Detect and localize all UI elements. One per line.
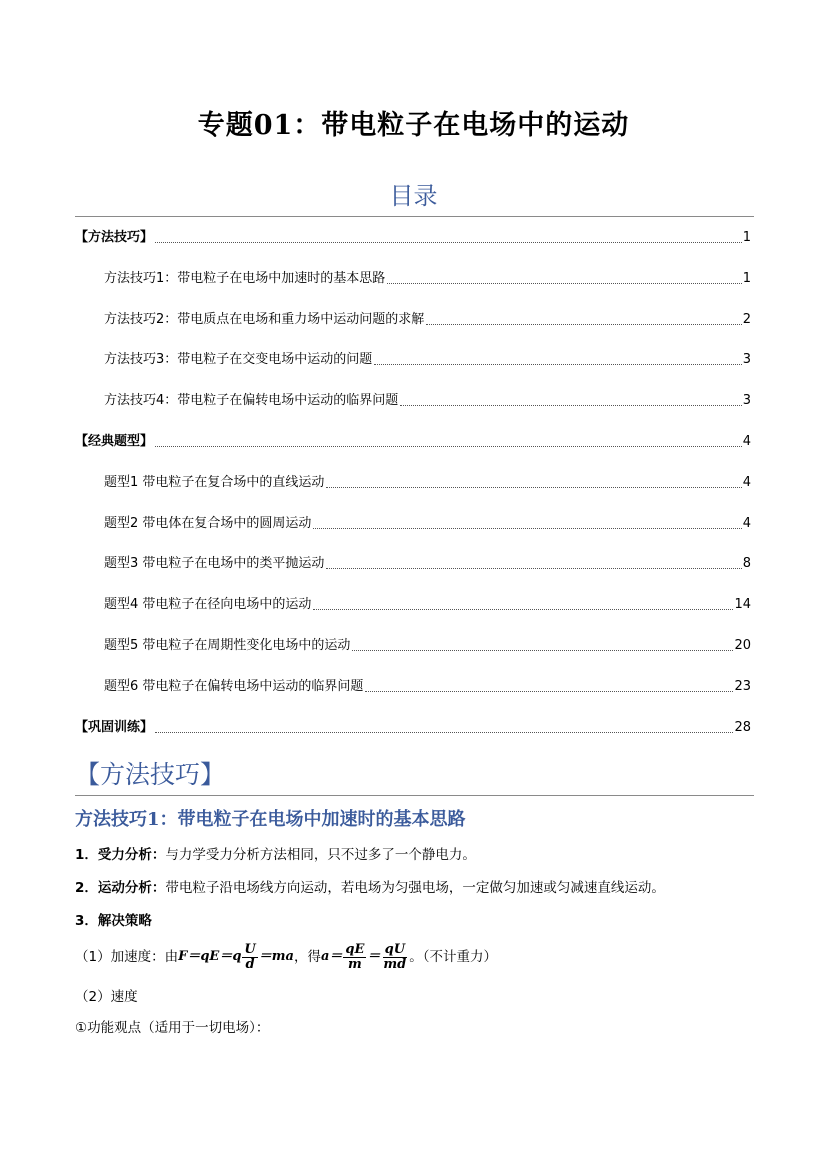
- toc-entry-label: 题型3 带电粒子在电场中的类平抛运动: [104, 556, 325, 571]
- toc-leader-dots: [155, 732, 733, 733]
- toc-entry-page: 1: [742, 271, 751, 286]
- toc-heading: 目录: [389, 182, 438, 210]
- toc-entry-page: 1: [742, 230, 751, 245]
- toc-entry-page: 4: [742, 475, 751, 490]
- toc-entry[interactable]: [104, 636, 751, 654]
- formula-term: F＝qE＝q: [178, 949, 242, 964]
- toc-entry-label: 方法技巧1：带电粒子在电场中加速时的基本思路: [104, 271, 386, 286]
- formula-acceleration: [321, 943, 409, 972]
- toc-top-divider: [75, 216, 754, 217]
- formula-term: ＝: [367, 949, 381, 964]
- toc-entry-page: 3: [742, 352, 751, 367]
- toc-entry-label: 题型1 带电粒子在复合场中的直线运动: [104, 475, 325, 490]
- toc-entry-page: 3: [742, 393, 751, 408]
- paragraph-force-analysis: [75, 846, 476, 864]
- toc-entry-page: 4: [742, 434, 751, 449]
- fraction-numerator: U: [244, 941, 256, 957]
- fraction-denominator: m: [348, 956, 362, 972]
- formula-prefix: （1）加速度：由: [75, 949, 179, 965]
- paragraph-text: 与力学受力分析方法相同，只不过多了一个静电力。: [165, 847, 476, 863]
- toc-entry[interactable]: [104, 677, 751, 695]
- toc-leader-dots: [313, 528, 741, 529]
- toc-leader-dots: [155, 446, 742, 447]
- paragraph-energy-view: ①功能观点（适用于一切电场）：: [75, 1020, 270, 1036]
- toc-entry[interactable]: [75, 432, 751, 450]
- paragraph-strategy: [75, 912, 152, 930]
- toc-leader-dots: [155, 242, 742, 243]
- toc-entry-label: 题型6 带电粒子在偏转电场中运动的临界问题: [104, 679, 364, 694]
- toc-entry[interactable]: [104, 391, 751, 409]
- paragraph-label: 3．解决策略: [75, 913, 152, 929]
- toc-leader-dots: [352, 650, 733, 651]
- toc-entry[interactable]: [104, 554, 751, 572]
- toc-entry-label: 【经典题型】: [75, 434, 154, 449]
- toc-entry[interactable]: [104, 269, 751, 287]
- toc-entry[interactable]: [75, 718, 751, 736]
- toc-leader-dots: [326, 568, 741, 569]
- toc-entry-label: 方法技巧3：带电粒子在交变电场中运动的问题: [104, 352, 373, 367]
- toc-leader-dots: [400, 405, 741, 406]
- toc-leader-dots: [426, 324, 741, 325]
- toc-leader-dots: [374, 364, 741, 365]
- toc-entry-label: 方法技巧4：带电粒子在偏转电场中运动的临界问题: [104, 393, 399, 408]
- toc-leader-dots: [387, 283, 741, 284]
- toc-entry-page: 4: [742, 516, 751, 531]
- toc-leader-dots: [326, 487, 741, 488]
- document-title: 专题01：带电粒子在电场中的运动: [197, 110, 630, 141]
- section-heading: 【方法技巧】: [75, 760, 226, 789]
- fraction-denominator: md: [383, 956, 407, 972]
- toc-entry[interactable]: [104, 473, 751, 491]
- formula-mid: ，得: [293, 949, 321, 965]
- toc-entry-page: 2: [742, 312, 751, 327]
- toc-entry-label: 题型2 带电体在复合场中的圆周运动: [104, 516, 312, 531]
- fraction-qe-over-m: [343, 943, 366, 972]
- section-divider: [75, 795, 754, 796]
- fraction-qu-over-md: [381, 943, 408, 972]
- formula-term: a＝: [320, 949, 343, 964]
- toc-entry-page: 8: [742, 556, 751, 571]
- paragraph-velocity: （2）速度: [75, 989, 138, 1005]
- subsection-heading: 方法技巧1：带电粒子在电场中加速时的基本思路: [75, 809, 466, 830]
- paragraph-label: 1．受力分析：: [75, 847, 166, 863]
- toc-entry-page: 23: [734, 679, 751, 694]
- toc-entry-label: 【方法技巧】: [75, 230, 154, 245]
- paragraph-motion-analysis: [75, 879, 665, 897]
- paragraph-text: 带电粒子沿电场线方向运动，若电场为匀强电场，一定做匀加速或匀减速直线运动。: [165, 880, 665, 896]
- toc-entry-label: 题型4 带电粒子在径向电场中的运动: [104, 597, 312, 612]
- acceleration-formula-line: [75, 937, 497, 977]
- fraction-numerator: qU: [384, 941, 406, 957]
- toc-entry[interactable]: [104, 595, 751, 613]
- toc-entry-page: 20: [734, 638, 751, 653]
- formula-force: [178, 943, 294, 972]
- formula-suffix: 。（不计重力）: [409, 949, 498, 965]
- toc-entry-page: 28: [734, 720, 751, 735]
- toc-entry-label: 方法技巧2：带电质点在电场和重力场中运动问题的求解: [104, 312, 425, 327]
- toc-entry-label: 【巩固训练】: [75, 720, 154, 735]
- fraction-denominator: d: [245, 956, 255, 972]
- formula-term: ＝ma: [258, 949, 294, 964]
- toc-entry[interactable]: [104, 350, 751, 368]
- fraction-u-over-d: [242, 943, 257, 972]
- fraction-numerator: qE: [345, 941, 365, 957]
- toc-entry[interactable]: [75, 228, 751, 246]
- toc-leader-dots: [365, 691, 733, 692]
- toc-entry[interactable]: [104, 514, 751, 532]
- toc-entry-page: 14: [734, 597, 751, 612]
- toc-leader-dots: [313, 609, 733, 610]
- toc-entry-label: 题型5 带电粒子在周期性变化电场中的运动: [104, 638, 351, 653]
- paragraph-label: 2．运动分析：: [75, 880, 166, 896]
- toc-entry[interactable]: [104, 310, 751, 328]
